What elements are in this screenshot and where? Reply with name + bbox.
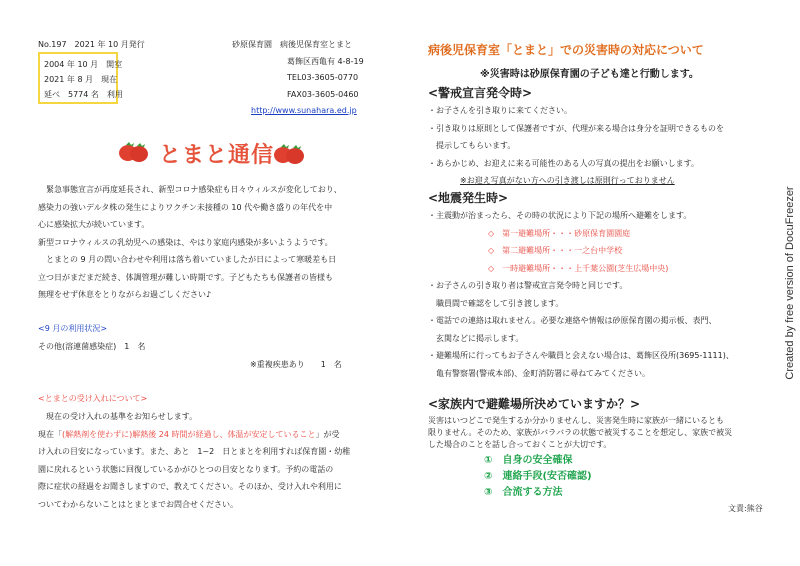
accept-criteria-pre: 現在「 [38,430,62,439]
point-item: ② 連絡手段(安否確認) [484,471,592,482]
warn-note: ※お迎え写真がない方への引き渡しは原則行っておりません [460,176,675,185]
circled-number-1-icon: ① [484,455,493,466]
accept-criteria [38,430,340,440]
website-link[interactable]: http://www.sunahara.ed.jp [251,106,357,115]
stats-line-opened: 2004 年 10 月 開室 [44,60,123,69]
diamond-icon: ◇ [488,246,495,255]
stats-box [38,52,123,104]
quake-intro: ・主震動が治まったら、その時の状況により下記の場所へ避難をします。 [428,211,692,220]
quake-item: ・避難場所に行ってもお子さんや職員と会えない場合は、葛飾区役所(3695-1111)、 [428,351,734,360]
warn-heading: <警戒宣言発令時> [428,86,533,100]
address: 葛飾区西亀有 4-8-19 [287,57,364,66]
intro-line: 心に感染拡大が続いています。 [38,220,150,229]
point-item: ① 自身の安全確保 [484,455,573,466]
intro-line: 立つ日がまだまだ続き、体調管理が難しい時期です。子どもたちも保護者の皆様も [38,273,334,282]
quake-item: ・お子さんの引き取り者は警戒宣言発令時と同じです。 [428,281,628,290]
intro-line: 緊急事態宣言が再度延長され、新型コロナ感染症も日々ウィルスが変化しており、 [46,185,342,194]
accept-line: 際に症状の経過をお聞きしますので、教えてください。そのほか、受け入れや利用に [38,482,342,491]
phone: TEL03-3605-0770 [287,73,359,82]
intro-line: 無理をせず休息をとりながらお過ごしください♪ [38,290,212,299]
family-line: した場合のことを話し合っておくことが大切です。 [428,440,612,449]
newsletter-title: とまと通信 [159,143,275,168]
diamond-icon: ◇ [488,264,495,273]
usage-heading: <9 月の利用状況> [38,324,108,333]
fax: FAX03-3605-0460 [287,90,359,99]
accept-intro: 現在の受け入れの基準をお知らせします。 [46,412,198,421]
usage-note: ※重複疾患あり 1 名 [250,360,342,369]
accept-line: け入れの目安になっています。また、あと 1~2 日とまとを利用すれば保育園・幼稚 [38,447,351,456]
point-item: ③ 合流する方法 [484,487,563,498]
family-line: 限りません。そのため、家族がバラバラの状態で被災することを想定し、家族で被災 [428,428,733,437]
warn-item: ・お子さんを引き取りに来てください。 [428,106,572,115]
quake-item: 亀有警察署(警戒本部)、金町消防署に尋ねてみてください。 [428,369,651,378]
usage-line: その他(溶連菌感染症) 1 名 [38,342,146,351]
watermark [780,0,800,566]
evac-item: ◇ 一時避難場所・・・上千葉公園(芝生広場中央) [488,264,669,273]
disaster-title: 病後児保育室「とまと」での災害時の対応について [428,43,704,57]
stats-line-current: 2021 年 8 月 現在 [44,75,118,84]
disaster-subtitle: ※災害時は砂原保育園の子ども達と行動します。 [480,69,699,80]
issue-line: No.197 2021 年 10 月発行 [38,40,145,49]
org-name: 砂原保育園 病後児保育室とまと [232,40,352,49]
family-heading: <家族内で避難場所決めていますか？> [428,397,641,411]
tomato-icon-right [272,140,306,166]
watermark-text: Created by free version of DocuFreezer [784,186,796,380]
evac-item: ◇ 第二避難場所・・・一之台中学校 [488,246,623,255]
quake-item: 玄関などに掲示します。 [428,334,524,343]
warn-item: 提示してもらいます。 [428,141,516,150]
accept-criteria-post: 」が受 [315,430,340,439]
warn-item: ・引き取りは原則として保護者ですが、代理が来る場合は身分を証明できるものを [428,124,724,133]
quake-item: ・電話での連絡は取れません。必要な連絡や情報は砂原保育園の掲示板、表門、 [428,316,717,325]
diamond-icon: ◇ [488,229,495,238]
accept-line: ついてわからないことはとまとまでお問合せください。 [38,500,238,509]
quake-heading: <地震発生時> [428,191,509,205]
stats-line-total: 延べ 5774 名 利用 [44,90,123,99]
intro-line: とまとの 9 月の問い合わせや利用は落ち着いていましたが日によって寒暖差も日 [46,255,337,264]
accept-line: 園に戻れるという状態に回復しているかがひとつの目安となります。予約の電話の [38,465,334,474]
author-credit: 文責:熊谷 [728,504,763,513]
accept-criteria-red: (解熱剤を使わずに)解熱後 24 時間が経過し、体温が安定していること [62,430,316,439]
intro-line: 感染力の強いデルタ株の発生によりワクチン未接種の 10 代や働き盛りの年代を中 [38,203,333,212]
warn-item: ・あらかじめ、お迎えに来る可能性のある人の写真の提出をお願いします。 [428,159,700,168]
evac-item: ◇ 第一避難場所・・・砂原保育園園庭 [488,229,631,238]
family-line: 災害はいつどこで発生するか分かりませんし、災害発生時に家族が一緒にいるとも [428,416,724,425]
accept-heading: <とまとの受け入れについて> [38,394,148,403]
tomato-icon-left [118,138,150,164]
quake-item: 職員間で確認をして引き渡します。 [428,299,564,308]
circled-number-3-icon: ③ [484,487,493,498]
intro-line: 新型コロナウィルスの乳幼児への感染は、やはり家庭内感染が多いようようです。 [38,238,333,247]
circled-number-2-icon: ② [484,471,493,482]
